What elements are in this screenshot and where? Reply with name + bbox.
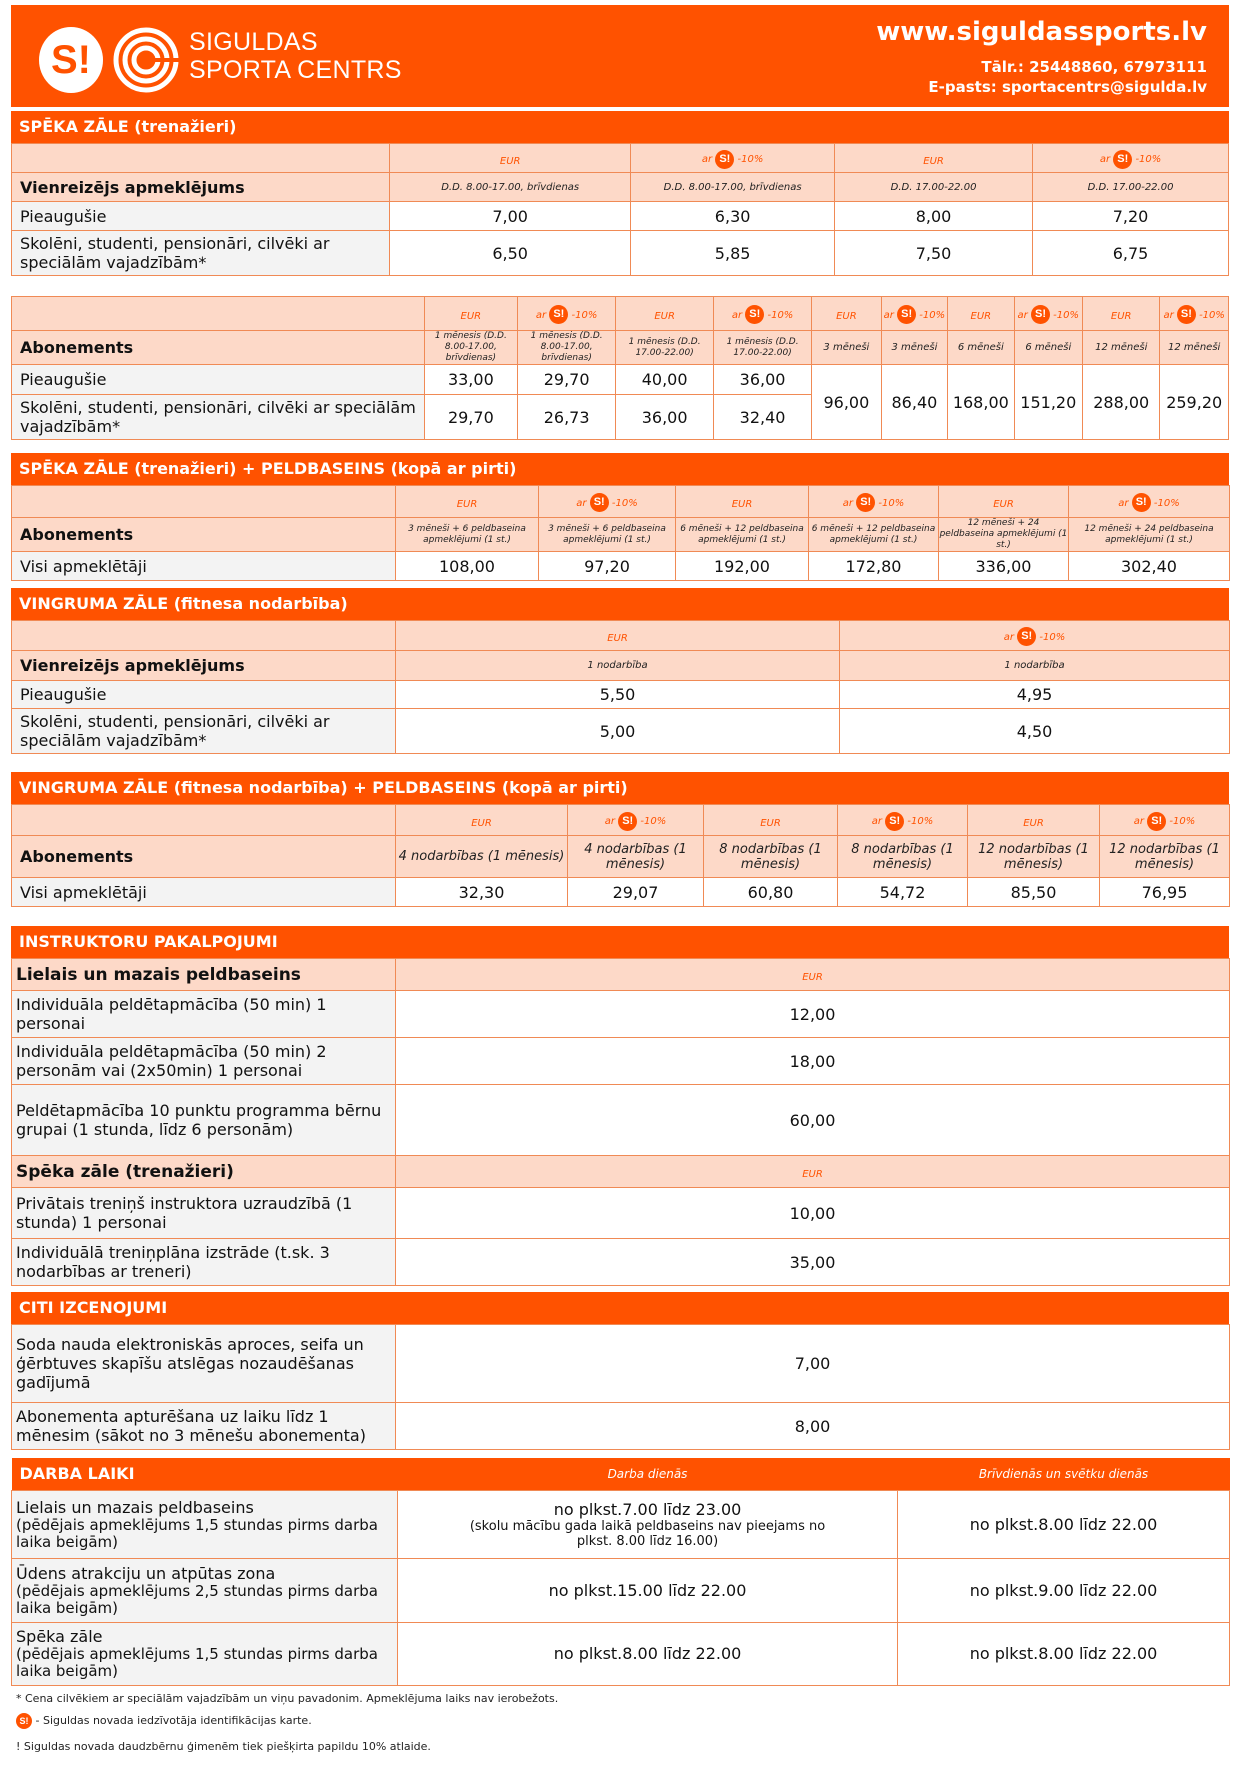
s-card-icon: S! xyxy=(1113,150,1132,169)
phone-numbers: Tālr.: 25448860, 67973111 xyxy=(981,58,1207,76)
contact-info xyxy=(928,57,1207,97)
s-card-icon: S! xyxy=(618,812,637,831)
website-link[interactable]: www.siguldassports.lv xyxy=(876,17,1207,47)
section-opening-hours xyxy=(11,1458,1229,1686)
s-card-icon: S! xyxy=(1177,305,1196,324)
section-title: DARBA LAIKI xyxy=(12,1458,398,1490)
opening-hours-table xyxy=(11,1458,1230,1686)
instructor-services-table: Lielais un mazais peldbaseins EUR Individuāla peldētapmācība (50 min) 1 personai 12,00 Individuāla peldētapmācība (50 min) 2 personām vai (2x50min) 1 personai 18,00 Peldētapmācība 10 punktu programma bērnu grupai (1 stunda, līdz 6 personām) 60,00 Spēka zāle (trenažieri) EUR Privātais treniņš instruktora uzraudzībā (1 stunda) 1 personai 10,00 Individuālā treniņplāna izstrāde (t.sk. 3 nodarbības ar treneri) 35,00 xyxy=(11,958,1230,1286)
table-row: Privātais treniņš instruktora uzraudzībā (1 stunda) 1 personai 10,00 xyxy=(12,1188,1230,1239)
section-instructor-services xyxy=(11,926,1229,1286)
s-card-icon: S! xyxy=(897,305,916,324)
section-fitness xyxy=(11,588,1229,754)
table-row: Pieaugušie 33,00 29,70 40,00 36,00 96,00 86,40 168,00 151,20 288,00 259,20 xyxy=(12,365,1229,395)
section-fitness-pool xyxy=(11,772,1229,907)
s-card-icon: S! xyxy=(715,150,734,169)
s-card-icon: S! xyxy=(1147,812,1166,831)
section-title: VINGRUMA ZĀLE (fitnesa nodarbība) + PELDBASEINS (kopā ar pirti) xyxy=(11,772,1229,804)
section-title: SPĒKA ZĀLE (trenažieri) xyxy=(11,111,1229,143)
s-card-icon: S! xyxy=(16,1713,32,1729)
footnote-special-needs: * Cena cilvēkiem ar speciālām vajadzībām un viņu pavadonim. Apmeklējuma laiks nav ierobežots. xyxy=(16,1692,559,1705)
row-group-header: Vienreizējs apmeklējums xyxy=(12,173,390,202)
section-title: VINGRUMA ZĀLE (fitnesa nodarbība) xyxy=(11,588,1229,620)
table-row: Skolēni, studenti, pensionāri, cilvēki ar speciālām vajadzībām* 29,70 26,73 36,00 32,40 xyxy=(12,395,1229,440)
s-card-icon: S! xyxy=(590,493,609,512)
table-row: Skolēni, studenti, pensionāri, cilvēki ar speciālām vajadzībām* 6,50 5,85 7,50 6,75 xyxy=(12,231,1229,276)
section-gym xyxy=(11,111,1229,276)
row-group-header: Abonements xyxy=(12,331,425,365)
table-row: Skolēni, studenti, pensionāri, cilvēki ar speciālām vajadzībām* 5,00 4,50 xyxy=(12,709,1230,754)
row-group-header: Abonements xyxy=(12,836,396,878)
section-title: SPĒKA ZĀLE (trenažieri) + PELDBASEINS (kopā ar pirti) xyxy=(11,453,1229,485)
other-prices-table xyxy=(11,1324,1230,1450)
section-gym-pool xyxy=(11,453,1229,581)
gym-abonement-table: EUR ar S! -10% EUR ar S! -10% EUR ar S! -10% EUR ar S! -10% EUR ar S! -10% Abonements 1 mēnesis (D.D. 8.00-17.00, brīvdienas) 1 mēnesis (D.D. 8.00-17.00, brīvdienas) 1 mēnesis (D.D. 17.00-22.00) 1 mēnesis (D.D. 17.00-22.00) 3 mēneši 3 mēneši 6 mēneši 6 mēneši 12 mēneši 12 mēneši Pieaugušie 33,00 29,70 40,00 36,00 96,00 86,40 168,00 151,20 288,00 259,20 Skolēni, studenti, pensionāri, cilvēki ar speciālām vajadzībām* 29,70 26,73 36,00 32,40 xyxy=(11,296,1229,440)
section-other-prices xyxy=(11,1292,1229,1450)
s-card-icon: S! xyxy=(1132,493,1151,512)
table-row: Visi apmeklētāji 108,00 97,20 192,00 172,80 336,00 302,40 xyxy=(12,552,1230,581)
currency-label: EUR xyxy=(499,155,521,167)
fitness-pool-table: EUR ar S! -10% EUR ar S! -10% EUR ar S! -10% Abonements 4 nodarbības (1 mēnesis) 4 nodarbības (1 mēnesis) 8 nodarbības (1 mēnesis) 8 nodarbības (1 mēnesis) 12 nodarbības (1 mēnesis) 12 nodarbības (1 mēnesis) Visi apmeklētāji 32,30 29,07 60,80 54,72 85,50 76,95 xyxy=(11,804,1230,907)
table-row: Individuālā treniņplāna izstrāde (t.sk. 3 nodarbības ar treneri) 35,00 xyxy=(12,1239,1230,1286)
table-row: Visi apmeklētāji 32,30 29,07 60,80 54,72 85,50 76,95 xyxy=(12,878,1230,907)
s-card-icon: S! xyxy=(745,305,764,324)
table-row: Ūdens atrakciju un atpūtas zona (pēdējais apmeklējums 2,5 stundas pirms darba laika beigām) no plkst.15.00 līdz 22.00 no plkst.9.00 līdz 22.00 xyxy=(12,1558,1230,1622)
section-gym-abonements xyxy=(11,296,1229,440)
row-group-header: Spēka zāle (trenažieri) xyxy=(12,1156,396,1188)
table-row: Spēka zāle (pēdējais apmeklējums 1,5 stundas pirms darba laika beigām) no plkst.8.00 līdz 22.00 no plkst.8.00 līdz 22.00 xyxy=(12,1622,1230,1685)
footnote-large-families: ! Siguldas novada daudzbērnu ģimenēm tiek piešķirta papildu 10% atlaide. xyxy=(16,1740,431,1753)
table-row: Individuāla peldētapmācība (50 min) 1 personai 12,00 xyxy=(12,991,1230,1038)
page-header xyxy=(11,5,1229,107)
footnote-s-card: S! - Siguldas novada iedzīvotāja identifikācijas karte. xyxy=(16,1713,312,1729)
brand-name: SIGULDAS SPORTA CENTRS xyxy=(189,28,402,84)
s-card-icon: S! xyxy=(1017,627,1036,646)
s-card-icon: S! xyxy=(1031,305,1050,324)
table-row: Pieaugušie 5,50 4,95 xyxy=(12,681,1230,709)
gym-pool-table: EUR ar S! -10% EUR ar S! -10% EUR ar S! -10% Abonements 3 mēneši + 6 peldbaseina apmeklējumi (1 st.) 3 mēneši + 6 peldbaseina apmeklējumi (1 st.) 6 mēneši + 12 peldbaseina apmeklējumi (1 st.) 6 mēneši + 12 peldbaseina apmeklējumi (1 st.) 12 mēneši + 24 peldbaseina apmeklējumi (1 st.) 12 mēneši + 24 peldbaseina apmeklējumi (1 st.) Visi apmeklētāji 108,00 97,20 192,00 172,80 336,00 302,40 xyxy=(11,485,1230,581)
table-row: Lielais un mazais peldbaseins (pēdējais apmeklējums 1,5 stundas pirms darba laika beigām) no plkst.7.00 līdz 23.00 (skolu mācību gada laikā peldbaseins nav pieejams no plkst. 8.00 līdz 16.00) no plkst.8.00 līdz 22.00 xyxy=(12,1490,1230,1558)
table-row: Peldētapmācība 10 punktu programma bērnu grupai (1 stunda, līdz 6 personām) 60,00 xyxy=(12,1085,1230,1156)
table-row: Abonementa apturēšana uz laiku līdz 1 mēnesim (sākot no 3 mēnešu abonementa) 8,00 xyxy=(12,1403,1230,1450)
s-card-icon: S! xyxy=(856,493,875,512)
section-title: CITI IZCENOJUMI xyxy=(11,1292,1229,1324)
fitness-single-visit-table: EUR ar S! -10% Vienreizējs apmeklējums 1 nodarbība 1 nodarbība Pieaugušie 5,50 4,95 Skolēni, studenti, pensionāri, cilvēki ar speciālām vajadzībām* 5,00 4,50 xyxy=(11,620,1230,754)
row-group-header: Vienreizējs apmeklējums xyxy=(12,651,396,681)
email-link[interactable]: E-pasts: sportacentrs@sigulda.lv xyxy=(928,78,1207,96)
table-row: Pieaugušie 7,00 6,30 8,00 7,20 xyxy=(12,202,1229,231)
row-group-header: Lielais un mazais peldbaseins xyxy=(12,959,396,991)
table-row: Individuāla peldētapmācība (50 min) 2 personām vai (2x50min) 1 personai 18,00 xyxy=(12,1038,1230,1085)
weekends-header: Brīvdienās un svētku dienās xyxy=(898,1458,1230,1490)
section-title: INSTRUKTORU PAKALPOJUMI xyxy=(11,926,1229,958)
s-card-icon: S! xyxy=(549,305,568,324)
row-group-header: Abonements xyxy=(12,518,396,552)
sports-centre-rings-logo-icon xyxy=(113,27,179,93)
table-row: Soda nauda elektroniskās aproces, seifa un ģērbtuves skapīšu atslēgas nozaudēšanas gadījumā 7,00 xyxy=(12,1325,1230,1403)
s-card-logo-icon: S! xyxy=(39,27,103,93)
workdays-header: Darba dienās xyxy=(398,1458,898,1490)
gym-single-visit-table: EUR ar S! -10% EUR ar S! -10% Vienreizējs apmeklējums D.D. 8.00-17.00, brīvdienas D.D. 8.00-17.00, brīvdienas D.D. 17.00-22.00 D.D. 17.00-22.00 Pieaugušie 7,00 6,30 8,00 7,20 Skolēni, studenti, pensionāri, cilvēki ar speciālām vajadzībām* 6,50 5,85 7,50 6,75 xyxy=(11,143,1229,276)
s-card-icon: S! xyxy=(885,812,904,831)
